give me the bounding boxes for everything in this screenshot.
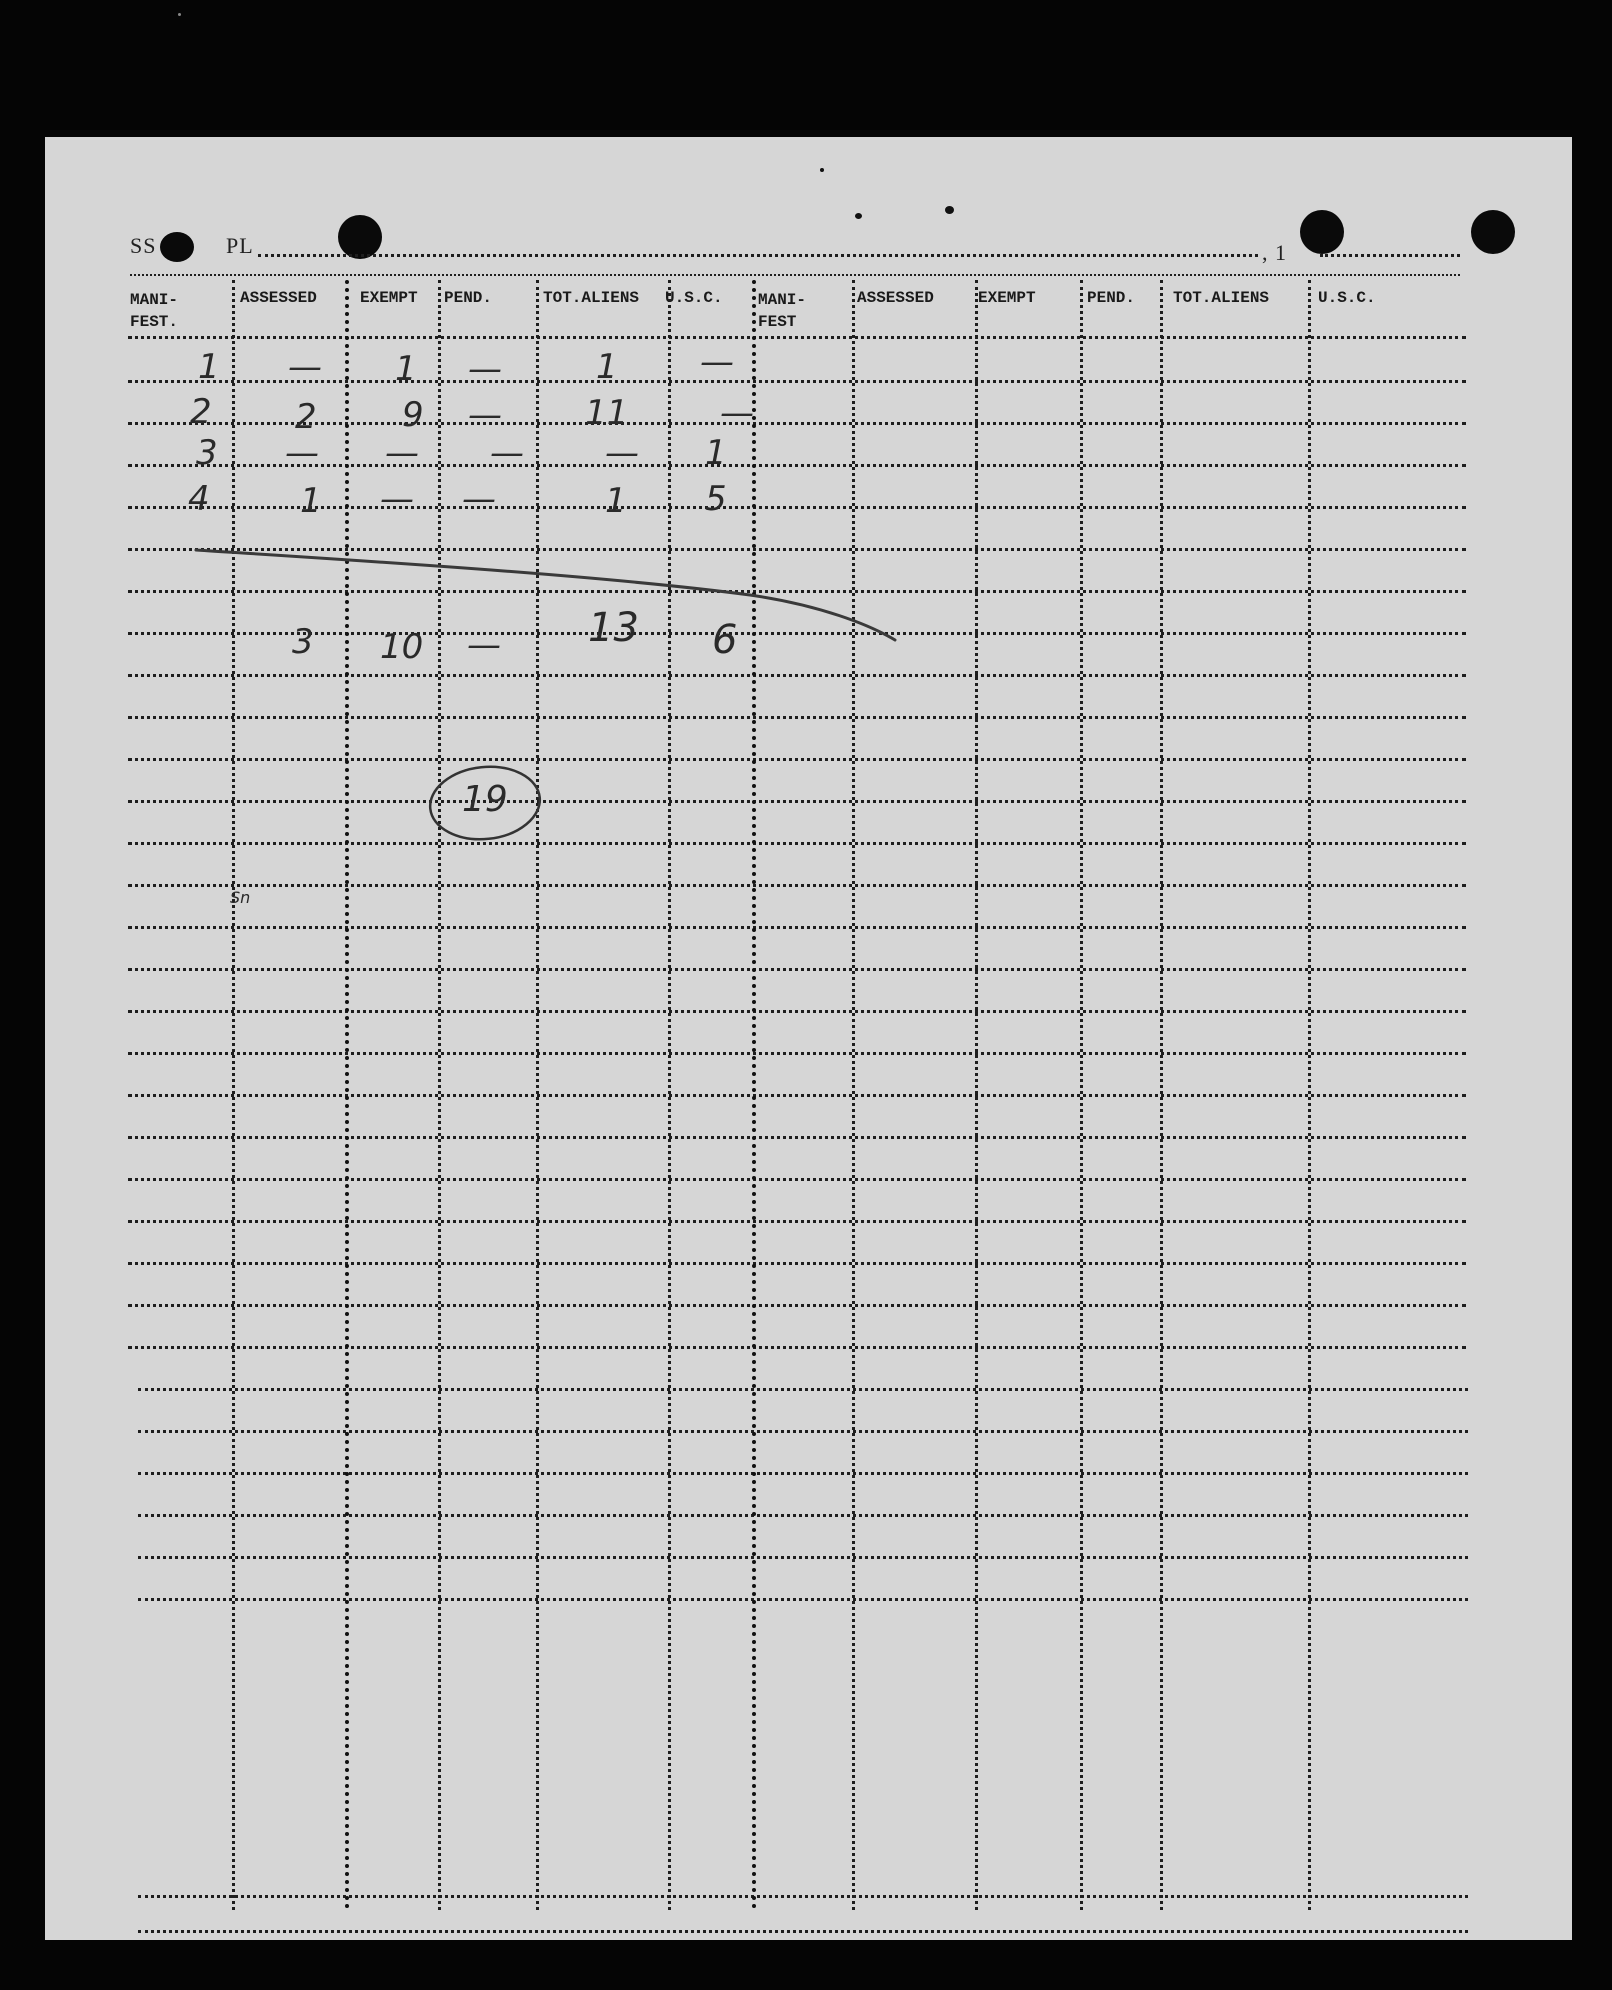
row-1-assessed: — bbox=[288, 347, 322, 387]
row-2-pend: — bbox=[468, 395, 502, 435]
row-1-manifest: 1 bbox=[198, 347, 220, 387]
row-3-totaliens: — bbox=[605, 433, 639, 473]
row-2-assessed: 2 bbox=[295, 397, 317, 437]
row-2-totaliens: 11 bbox=[585, 393, 629, 433]
col-header-usc-right: U.S.C. bbox=[1318, 289, 1376, 307]
row-1-pend: — bbox=[468, 349, 502, 389]
col-header-exempt-right: EXEMPT bbox=[978, 289, 1036, 307]
col-header-line2: FEST. bbox=[130, 313, 179, 331]
row-1-usc: — bbox=[700, 342, 734, 382]
total-underline-stroke bbox=[196, 550, 895, 640]
row-3-assessed: — bbox=[285, 433, 319, 473]
col-header-line1: MANI- bbox=[130, 291, 179, 309]
row-1-totaliens: 1 bbox=[596, 347, 618, 387]
row-4-assessed: 1 bbox=[300, 481, 322, 521]
row-3-usc: 1 bbox=[705, 433, 727, 473]
col-header-pend-left: PEND. bbox=[444, 289, 493, 307]
col-header-pend-right: PEND. bbox=[1087, 289, 1136, 307]
port-label: PL bbox=[226, 233, 254, 258]
row-3-manifest: 3 bbox=[196, 433, 218, 473]
row-3-exempt: — bbox=[385, 433, 419, 473]
row-3-pend: — bbox=[490, 433, 524, 473]
row-2-manifest: 2 bbox=[190, 392, 212, 432]
row-4-pend: — bbox=[462, 479, 496, 519]
col-header-line1: MANI- bbox=[758, 291, 807, 309]
row-1-exempt: 1 bbox=[395, 349, 417, 389]
row-4-usc: 5 bbox=[705, 479, 727, 519]
col-header-totaliens-right: TOT.ALIENS bbox=[1173, 289, 1270, 307]
total-assessed: 3 bbox=[292, 622, 314, 662]
total-pend: — bbox=[467, 625, 501, 665]
margin-note: Sn bbox=[230, 888, 251, 907]
row-4-exempt: — bbox=[380, 479, 414, 519]
year-label: , 1 bbox=[1262, 240, 1287, 265]
total-exempt: 10 bbox=[380, 627, 424, 667]
col-header-assessed-left: ASSESSED bbox=[240, 289, 317, 307]
total-totaliens: 13 bbox=[588, 605, 639, 651]
col-header-exempt-left: EXEMPT bbox=[360, 289, 418, 307]
grand-total: 19 bbox=[462, 779, 508, 820]
row-2-usc: — bbox=[720, 393, 754, 433]
grand-total-circle bbox=[427, 761, 544, 844]
col-header-totaliens-left: TOT.ALIENS bbox=[543, 289, 640, 307]
col-header-line2: FEST bbox=[758, 313, 797, 331]
total-usc: 6 bbox=[712, 617, 738, 663]
col-header-assessed-right: ASSESSED bbox=[857, 289, 934, 307]
row-4-totaliens: 1 bbox=[605, 481, 627, 521]
row-2-exempt: 9 bbox=[402, 395, 424, 435]
ship-label: SS bbox=[130, 233, 157, 258]
col-header-usc-left: U.S.C. bbox=[665, 289, 723, 307]
row-4-manifest: 4 bbox=[188, 479, 210, 519]
